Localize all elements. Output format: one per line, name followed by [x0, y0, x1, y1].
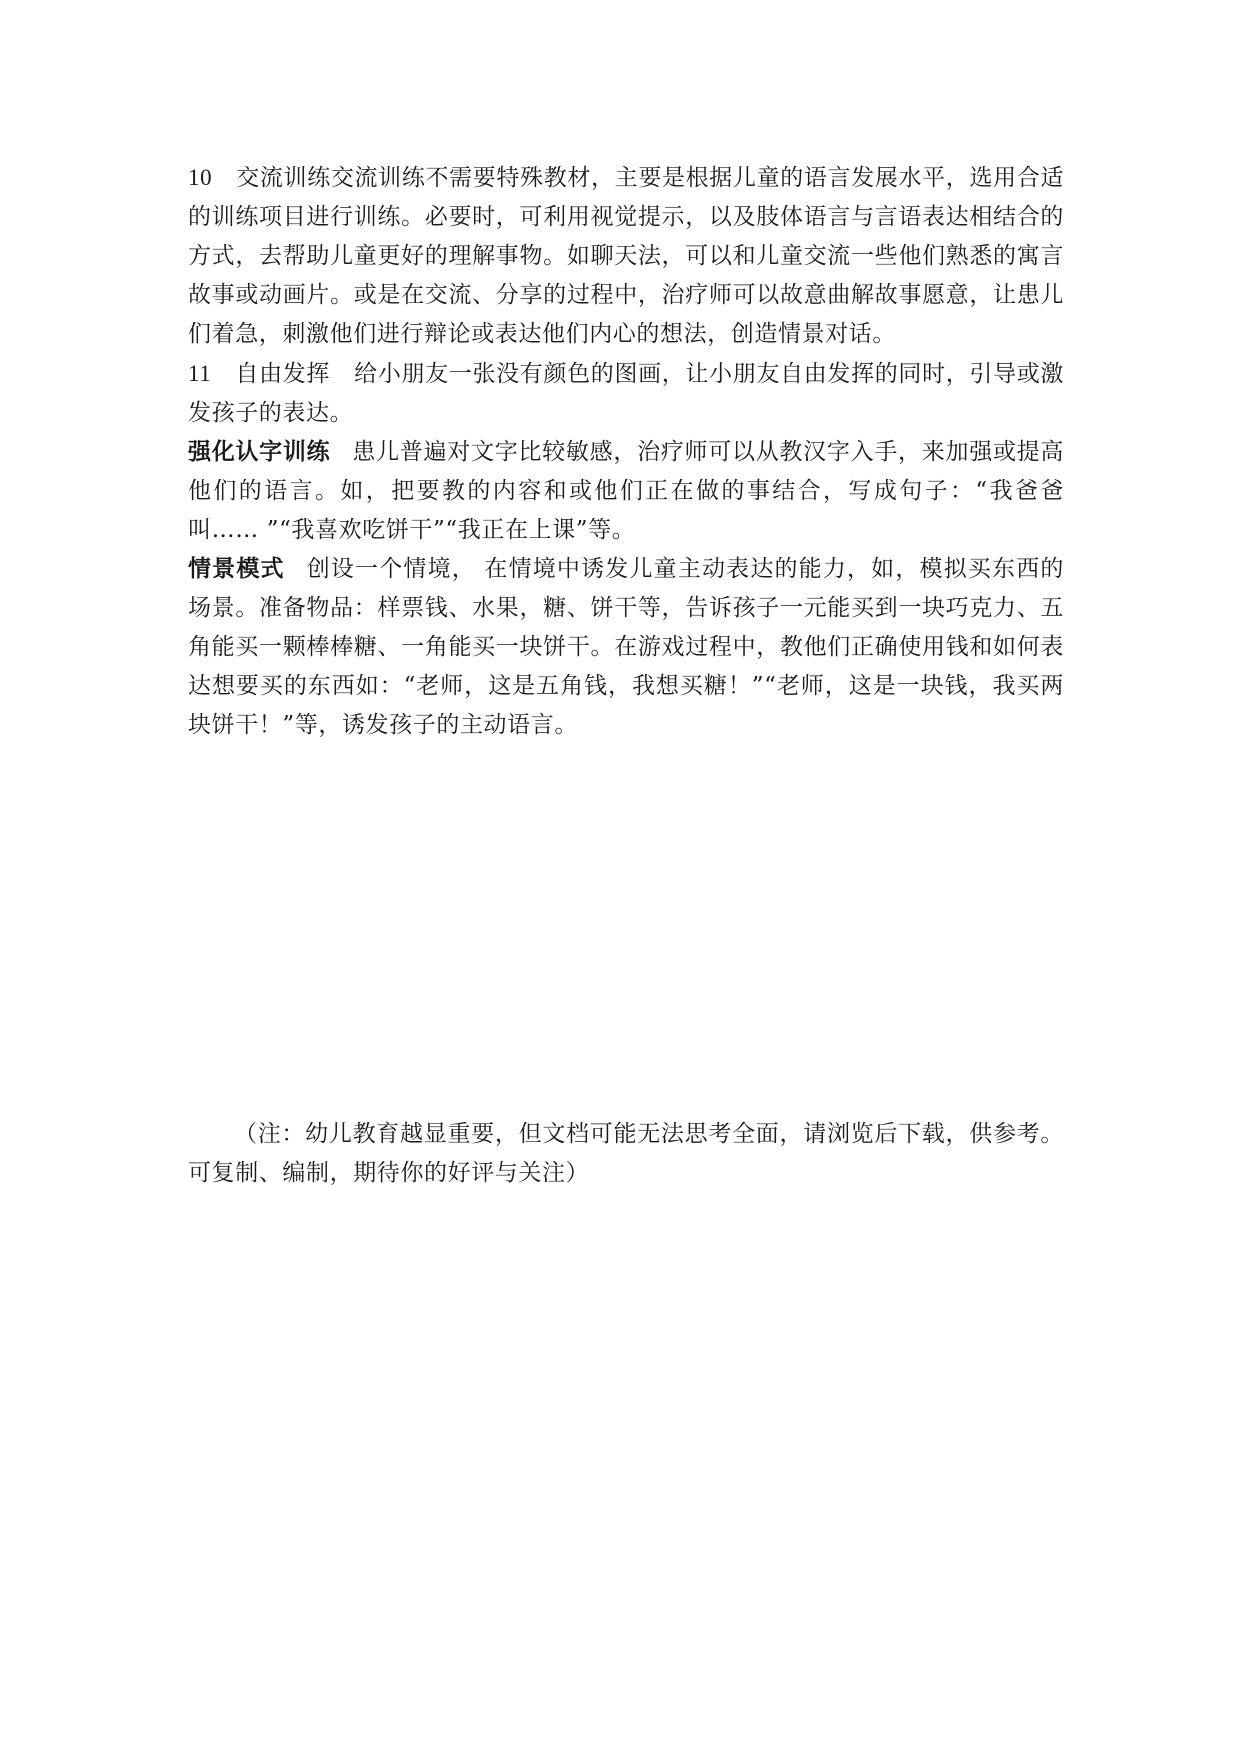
section-title: 自由发挥 — [235, 361, 331, 387]
section-text: 给小朋友一张没有颜色的图画，让小朋友自由发挥的同时，引导或激发孩子的表达。 — [188, 361, 1065, 426]
literacy-training-paragraph — [188, 433, 1064, 550]
document-body — [188, 158, 1064, 745]
section-11-paragraph — [188, 354, 1064, 433]
section-number: 10 — [188, 165, 213, 190]
section-10-paragraph — [188, 158, 1064, 354]
section-text: 创设一个情境， 在情境中诱发儿童主动表达的能力，如，模拟买东西的场景。准备物品：样票钱、水果，糖、饼干等，告诉孩子一元能买到一块巧克力、五角能买一颗棒棒糖、一角能买一块饼干。在游戏过程中，教他们正确使用钱和如何表达想要买的东西如：“老师，这是五角钱，我想买糖！”“老师，这是一块钱，我买两块饼干！”等，诱发孩子的主动语言。 — [188, 556, 1064, 738]
section-heading: 情景模式 — [188, 556, 285, 582]
footer-note: （注：幼儿教育越显重要，但文档可能无法思考全面，请浏览后下载，供参考。可复制、编制，期待你的好评与关注） — [188, 1121, 1064, 1186]
scenario-mode-paragraph — [188, 550, 1064, 745]
section-text: 交流训练交流训练不需要特殊教材，主要是根据儿童的语言发展水平，选用合适的训练项目进行训练。必要时，可利用视觉提示，以及肢体语言与言语表达相结合的方式，去帮助儿童更好的理解事物。如聊天法，可以和儿童交流一些他们熟悉的寓言故事或动画片。或是在交流、分享的过程中，治疗师可以故意曲解故事愿意，让患儿们着急，刺激他们进行辩论或表达他们内心的想法，创造情景对话。 — [188, 165, 1064, 347]
section-number: 11 — [188, 361, 212, 386]
section-text: 患儿普遍对文字比较敏感，治疗师可以从教汉字入手，来加强或提高他们的语言。如，把要教的内容和或他们正在做的事结合，写成句子：“我爸爸叫…… ”“我喜欢吃饼干”“我正在上课”等。 — [188, 439, 1064, 543]
section-heading: 强化认字训练 — [188, 439, 331, 465]
